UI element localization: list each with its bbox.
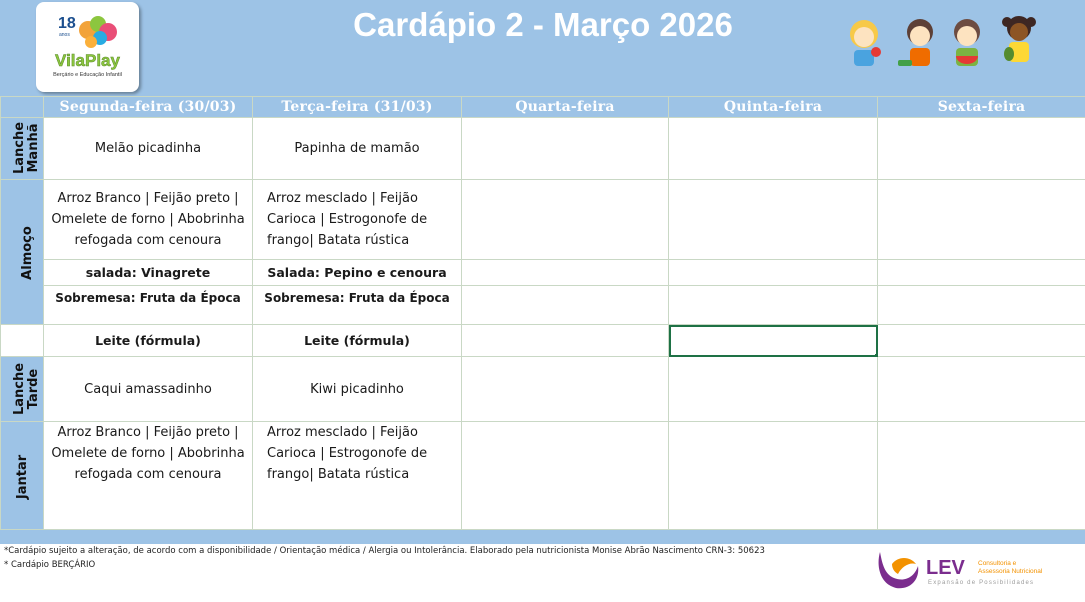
cell-almoco-thursday[interactable]	[669, 180, 878, 260]
vilaplay-logo-graphic	[36, 2, 139, 92]
cell-almoco-monday[interactable]: Arroz Branco | Feijão preto | Omelete de forno | Abobrinha refogada com cenoura	[44, 180, 253, 260]
row-leite	[1, 325, 1085, 357]
meal-label-lanche-tarde[interactable]	[1, 357, 44, 422]
row-lanche-manha	[1, 118, 1085, 180]
meal-label-leite[interactable]	[1, 325, 44, 357]
footer-band	[0, 530, 1085, 544]
cell-lanche-manha-wednesday[interactable]	[462, 118, 669, 180]
cell-jantar-wednesday[interactable]	[462, 422, 669, 530]
row-lanche-tarde	[1, 357, 1085, 422]
lev-logo	[874, 544, 1074, 594]
meal-label-text: Lanche Manhã	[12, 121, 42, 175]
row-jantar	[1, 422, 1085, 530]
cell-leite-friday[interactable]	[878, 325, 1085, 357]
lev-slogan: Expansão de Possibilidades	[928, 580, 1035, 586]
cell-leite-tuesday[interactable]: Leite (fórmula)	[253, 325, 462, 357]
cell-salad-tuesday[interactable]: Salada: Pepino e cenoura	[253, 260, 462, 286]
vilaplay-logo	[36, 2, 139, 92]
lev-brand-name: LEV	[926, 557, 965, 579]
page-title: Cardápio 2 - Março 2026	[353, 6, 733, 43]
cell-almoco-wednesday[interactable]	[462, 180, 669, 260]
cell-dessert-tuesday[interactable]: Sobremesa: Fruta da Época	[253, 286, 462, 325]
logo-badge-number: 18	[58, 15, 76, 32]
kid-1	[850, 20, 881, 66]
cell-lanche-tarde-wednesday[interactable]	[462, 357, 669, 422]
menu-header	[0, 0, 1085, 96]
cell-lanche-manha-tuesday[interactable]: Papinha de mamão	[253, 118, 462, 180]
cell-dessert-monday[interactable]: Sobremesa: Fruta da Época	[44, 286, 253, 325]
row-almoco-dessert	[1, 286, 1085, 325]
day-header-friday[interactable]: Sexta-feira	[878, 97, 1085, 118]
cell-leite-monday[interactable]: Leite (fórmula)	[44, 325, 253, 357]
lev-tagline-2: Assessoria Nutricional	[978, 568, 1043, 575]
cell-salad-friday[interactable]	[878, 260, 1085, 286]
meal-label-almoco[interactable]	[1, 180, 44, 325]
cell-lanche-manha-monday[interactable]: Melão picadinha	[44, 118, 253, 180]
logo-brand: VilaPlay	[55, 51, 120, 70]
cell-jantar-thursday[interactable]	[669, 422, 878, 530]
footer-menu-type: * Cardápio BERÇÁRIO	[4, 560, 96, 570]
children-illustration	[842, 10, 1047, 75]
menu-table	[0, 96, 1085, 530]
cell-leite-wednesday[interactable]	[462, 325, 669, 357]
meal-label-text: Lanche Tarde	[12, 362, 42, 415]
day-header-tuesday[interactable]: Terça-feira (31/03)	[253, 97, 462, 118]
cell-lanche-tarde-friday[interactable]	[878, 357, 1085, 422]
cell-lanche-tarde-tuesday[interactable]: Kiwi picadinho	[253, 357, 462, 422]
cell-jantar-friday[interactable]	[878, 422, 1085, 530]
meal-label-lanche-manha[interactable]	[1, 118, 44, 180]
lev-logo-leaf	[892, 558, 916, 574]
meal-label-text: Almoço	[19, 226, 35, 280]
day-header-monday[interactable]: Segunda-feira (30/03)	[44, 97, 253, 118]
logo-badge-text: anos	[59, 32, 70, 38]
row-almoco-salad	[1, 260, 1085, 286]
cell-dessert-friday[interactable]	[878, 286, 1085, 325]
day-header-row	[1, 97, 1085, 118]
cell-jantar-monday[interactable]: Arroz Branco | Feijão preto | Omelete de forno | Abobrinha refogada com cenoura	[44, 422, 253, 530]
cell-lanche-manha-thursday[interactable]	[669, 118, 878, 180]
meal-label-jantar[interactable]	[1, 422, 44, 530]
cell-dessert-thursday[interactable]	[669, 286, 878, 325]
cell-salad-thursday[interactable]	[669, 260, 878, 286]
footer-disclaimer: *Cardápio sujeito a alteração, de acordo com a disponibilidade / Orientação médica / Alergia ou Intolerância. Elaborado pela nutricionista Monise Abrão Nascimento CRN-3: 50623	[4, 546, 765, 556]
cell-lanche-manha-friday[interactable]	[878, 118, 1085, 180]
kid-4	[1002, 16, 1036, 62]
cell-leite-thursday-selected[interactable]	[669, 325, 878, 357]
cell-jantar-tuesday[interactable]: Arroz mesclado | Feijão Carioca | Estrogonofe de frango| Batata rústica	[253, 422, 462, 530]
row-almoco-main	[1, 180, 1085, 260]
cell-almoco-tuesday[interactable]: Arroz mesclado | Feijão Carioca | Estrogonofe de frango| Batata rústica	[253, 180, 462, 260]
cell-lanche-tarde-thursday[interactable]	[669, 357, 878, 422]
cell-dessert-wednesday[interactable]	[462, 286, 669, 325]
kid-3	[954, 19, 980, 66]
kid-2	[898, 19, 933, 66]
header-corner-cell[interactable]	[1, 97, 44, 118]
fill-handle[interactable]	[875, 354, 878, 357]
cell-salad-wednesday[interactable]	[462, 260, 669, 286]
cell-almoco-friday[interactable]	[878, 180, 1085, 260]
day-header-wednesday[interactable]: Quarta-feira	[462, 97, 669, 118]
logo-tagline: Berçário e Educação Infantil	[53, 72, 122, 78]
cell-lanche-tarde-monday[interactable]: Caqui amassadinho	[44, 357, 253, 422]
lev-tagline-1: Consultoria e	[978, 560, 1017, 567]
cell-salad-monday[interactable]: salada: Vinagrete	[44, 260, 253, 286]
meal-label-text: Jantar	[15, 454, 31, 499]
day-header-thursday[interactable]: Quinta-feira	[669, 97, 878, 118]
